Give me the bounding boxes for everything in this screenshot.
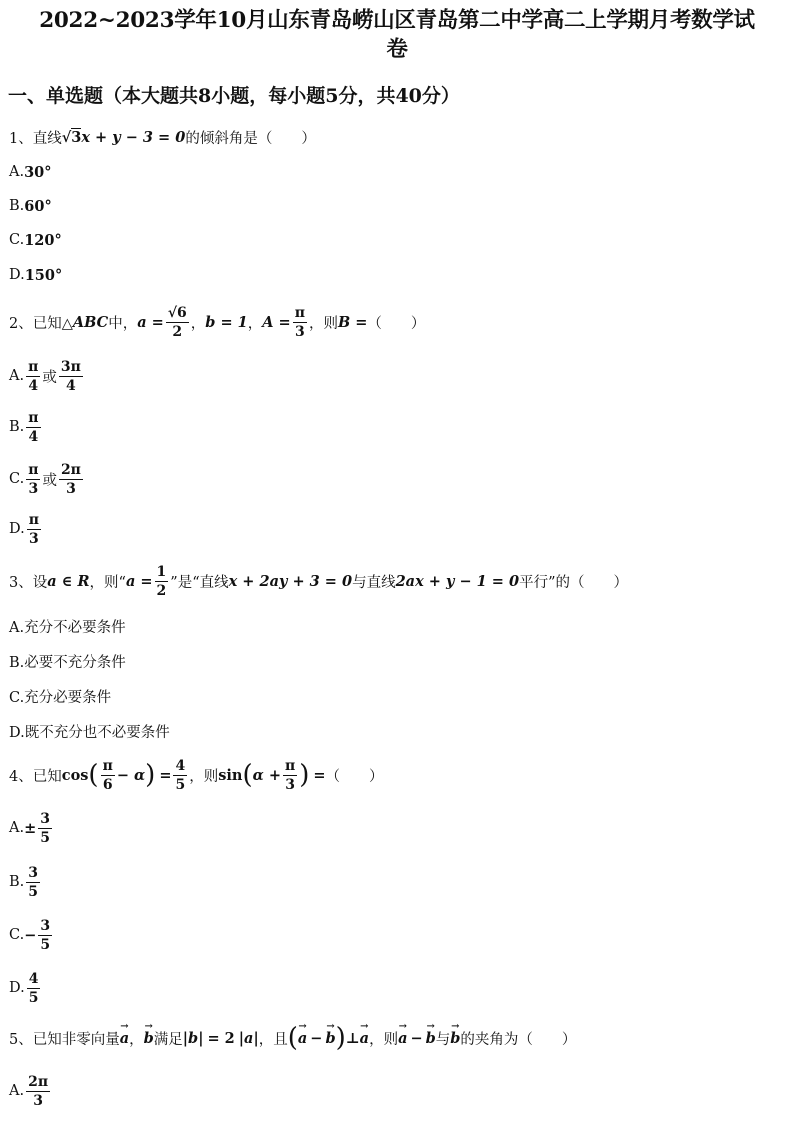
q3-then: ，则“: [89, 574, 126, 591]
q4-prefix: 4、已知: [9, 768, 62, 785]
section-heading: 一、单选题（本大题共8小题，每小题5分，共40分）: [8, 85, 460, 107]
question-5: [9, 1018, 576, 1058]
q5-right-paren: ): [335, 1023, 346, 1053]
q2-mid: 中，: [108, 315, 138, 332]
q2-option-a-frac1: $\frac{\pi}{4}$: [28, 358, 39, 394]
q5-vector-a-3: → a: [360, 1030, 369, 1047]
q4-option-c-label: C.: [9, 927, 25, 943]
q5-vector-a: → a: [120, 1030, 129, 1047]
q2-b-eq: b = 1: [205, 313, 248, 331]
q5-vector-b-3: → b: [426, 1030, 436, 1047]
q4-option-d: [9, 968, 42, 1008]
q4-option-b: [9, 862, 42, 902]
q1-option-c-value: 120°: [24, 231, 62, 249]
q1-prefix: 1、直线: [9, 130, 62, 147]
q5-with: 与: [435, 1031, 451, 1048]
q4-option-a: [9, 808, 54, 848]
q2-sep2: ，: [247, 315, 263, 332]
q3-option-b: B.必要不充分条件: [9, 654, 126, 671]
q4-option-a-frac: $\frac{3}{5}$: [40, 810, 50, 846]
q4-pi-3: $\frac{\pi}{3}$: [284, 757, 296, 793]
question-4: [9, 755, 384, 795]
q2-option-b: [9, 407, 43, 447]
question-3: [9, 561, 628, 601]
q3-prefix: 3、设: [9, 574, 48, 591]
q3-option-d: D.既不充分也不必要条件: [9, 724, 170, 741]
q1-option-a-value: 30°: [24, 163, 52, 181]
q4-left-paren-2: (: [242, 760, 253, 790]
q5-option-a-frac: $\frac{2\pi}{3}$: [28, 1073, 49, 1109]
q2-triangle-name: ABC: [72, 313, 109, 331]
q4-option-c-frac: $\frac{3}{5}$: [40, 917, 51, 953]
q4-option-b-label: B.: [9, 874, 25, 890]
q4-minus-alpha: − α: [116, 766, 146, 784]
q4-option-a-sign: ±: [24, 819, 37, 837]
q4-right-paren: ): [145, 760, 156, 790]
q2-option-a-frac2: $\frac{3\pi}{4}$: [60, 358, 81, 394]
q4-sin: sin: [218, 766, 243, 784]
q2-angle-b-eq: B =: [337, 313, 368, 331]
q3-tail: 平行”的（ ）: [519, 574, 628, 591]
q1-suffix: 的倾斜角是（ ）: [185, 130, 316, 147]
q3-set: a ∈ R: [47, 572, 90, 590]
q2-option-a: [9, 356, 85, 396]
q4-option-d-frac: $\frac{4}{5}$: [28, 970, 39, 1006]
title-line-2: 卷: [386, 37, 408, 62]
q5-comma: ，: [129, 1031, 144, 1048]
q5-option-a: [9, 1071, 52, 1111]
q1-option-d-label: D.: [9, 267, 25, 283]
q5-vector-b-2: → b: [325, 1030, 335, 1047]
q5-perp: ⊥: [345, 1029, 360, 1047]
q4-tail: （ ）: [325, 768, 384, 785]
q2-option-c-frac2: $\frac{2\pi}{3}$: [60, 461, 81, 497]
q4-cos: cos: [61, 766, 89, 784]
q3-is: ”是“直线: [170, 574, 229, 591]
q3-a-eq: a =: [125, 572, 153, 590]
q4-equals: =: [159, 766, 172, 784]
q5-tail: 的夹角为（ ）: [460, 1031, 577, 1048]
q2-option-c: [9, 459, 85, 499]
q2-option-c-or: 或: [42, 472, 57, 489]
q1-option-d-value: 150°: [24, 266, 63, 284]
q2-option-d: [9, 509, 43, 549]
page-title: [8, 6, 786, 64]
q2-option-c-frac1: $\frac{\pi}{3}$: [28, 461, 39, 497]
q2-sep1: ，: [190, 315, 206, 332]
q1-equation: x + y − 3 = 0: [81, 128, 186, 146]
q5-vector-a-2: → a: [298, 1030, 307, 1047]
q3-a-fraction: $\frac{1}{2}$: [156, 563, 167, 599]
q3-line-1: x + 2ay + 3 = 0: [228, 572, 353, 590]
q4-left-paren: (: [88, 760, 99, 790]
q5-norm-b: |b|: [182, 1029, 204, 1047]
q1-option-b-label: B.: [9, 198, 25, 214]
q5-minus: −: [310, 1029, 323, 1047]
q4-4-5: $\frac{4}{5}$: [175, 757, 186, 793]
q2-option-d-frac: $\frac{\pi}{3}$: [28, 511, 39, 547]
q4-right-paren-2: ): [299, 760, 310, 790]
q1-option-d: [9, 255, 62, 295]
q5-left-paren: (: [287, 1023, 298, 1053]
q4-option-c-sign: −: [24, 926, 37, 944]
q2-option-b-frac: $\frac{\pi}{4}$: [28, 409, 39, 445]
q4-option-d-label: D.: [9, 980, 25, 996]
q4-option-a-label: A.: [9, 820, 25, 836]
title-line-1: 2022~2023学年10月山东青岛崂山区青岛第二中学高二上学期月考数学试: [39, 8, 755, 33]
q1-sqrt-value: 3: [71, 129, 82, 146]
q2-prefix: 2、已知△: [9, 315, 73, 332]
q5-vector-a-4: → a: [398, 1030, 407, 1047]
q5-vector-b-4: → b: [450, 1030, 460, 1047]
q3-line-2: 2ax + y − 1 = 0: [395, 572, 520, 590]
q1-sqrt-symbol: √: [61, 128, 72, 146]
q2-then: ，则: [308, 315, 338, 332]
q5-equals: = 2: [207, 1029, 235, 1047]
q2-a-fraction: $\frac{√6}{2}$: [167, 304, 187, 340]
q1-option-c-label: C.: [9, 232, 25, 248]
q1-option-c: [9, 220, 62, 260]
q2-option-d-label: D.: [9, 521, 25, 537]
q5-vector-b: → b: [144, 1030, 154, 1047]
q2-tail: （ ）: [367, 315, 426, 332]
q5-minus-2: −: [410, 1029, 423, 1047]
q4-option-c: [9, 915, 54, 955]
q1-option-b-value: 60°: [24, 197, 52, 215]
q5-then: ，则: [369, 1031, 399, 1048]
q2-option-a-label: A.: [9, 368, 25, 384]
q5-prefix: 5、已知非零向量: [9, 1031, 120, 1048]
q4-pi-6: $\frac{\pi}{6}$: [102, 757, 113, 793]
q4-equals-2: =: [313, 766, 326, 784]
q2-option-b-label: B.: [9, 419, 25, 435]
q2-option-a-or: 或: [42, 369, 57, 386]
q4-then: ，则: [189, 768, 219, 785]
q2-option-c-label: C.: [9, 471, 25, 487]
q3-option-c: C.充分必要条件: [9, 689, 112, 706]
q5-and: ，且: [258, 1031, 288, 1048]
q4-option-b-frac: $\frac{3}{5}$: [28, 864, 39, 900]
q4-alpha-plus: α +: [252, 766, 281, 784]
question-1: [9, 117, 316, 157]
q2-angle-a-fraction: $\frac{\pi}{3}$: [294, 304, 305, 340]
q3-with: 与直线: [352, 574, 396, 591]
q1-option-a-label: A.: [9, 164, 25, 180]
q5-option-a-label: A.: [9, 1083, 25, 1099]
q5-norm-a: |a|: [238, 1029, 259, 1047]
question-2: [9, 302, 425, 342]
q2-angle-a-eq: A =: [262, 313, 291, 331]
q2-a-eq: a =: [137, 313, 164, 331]
q3-option-a: A.充分不必要条件: [9, 619, 126, 636]
q5-satisfy: 满足: [153, 1031, 183, 1048]
